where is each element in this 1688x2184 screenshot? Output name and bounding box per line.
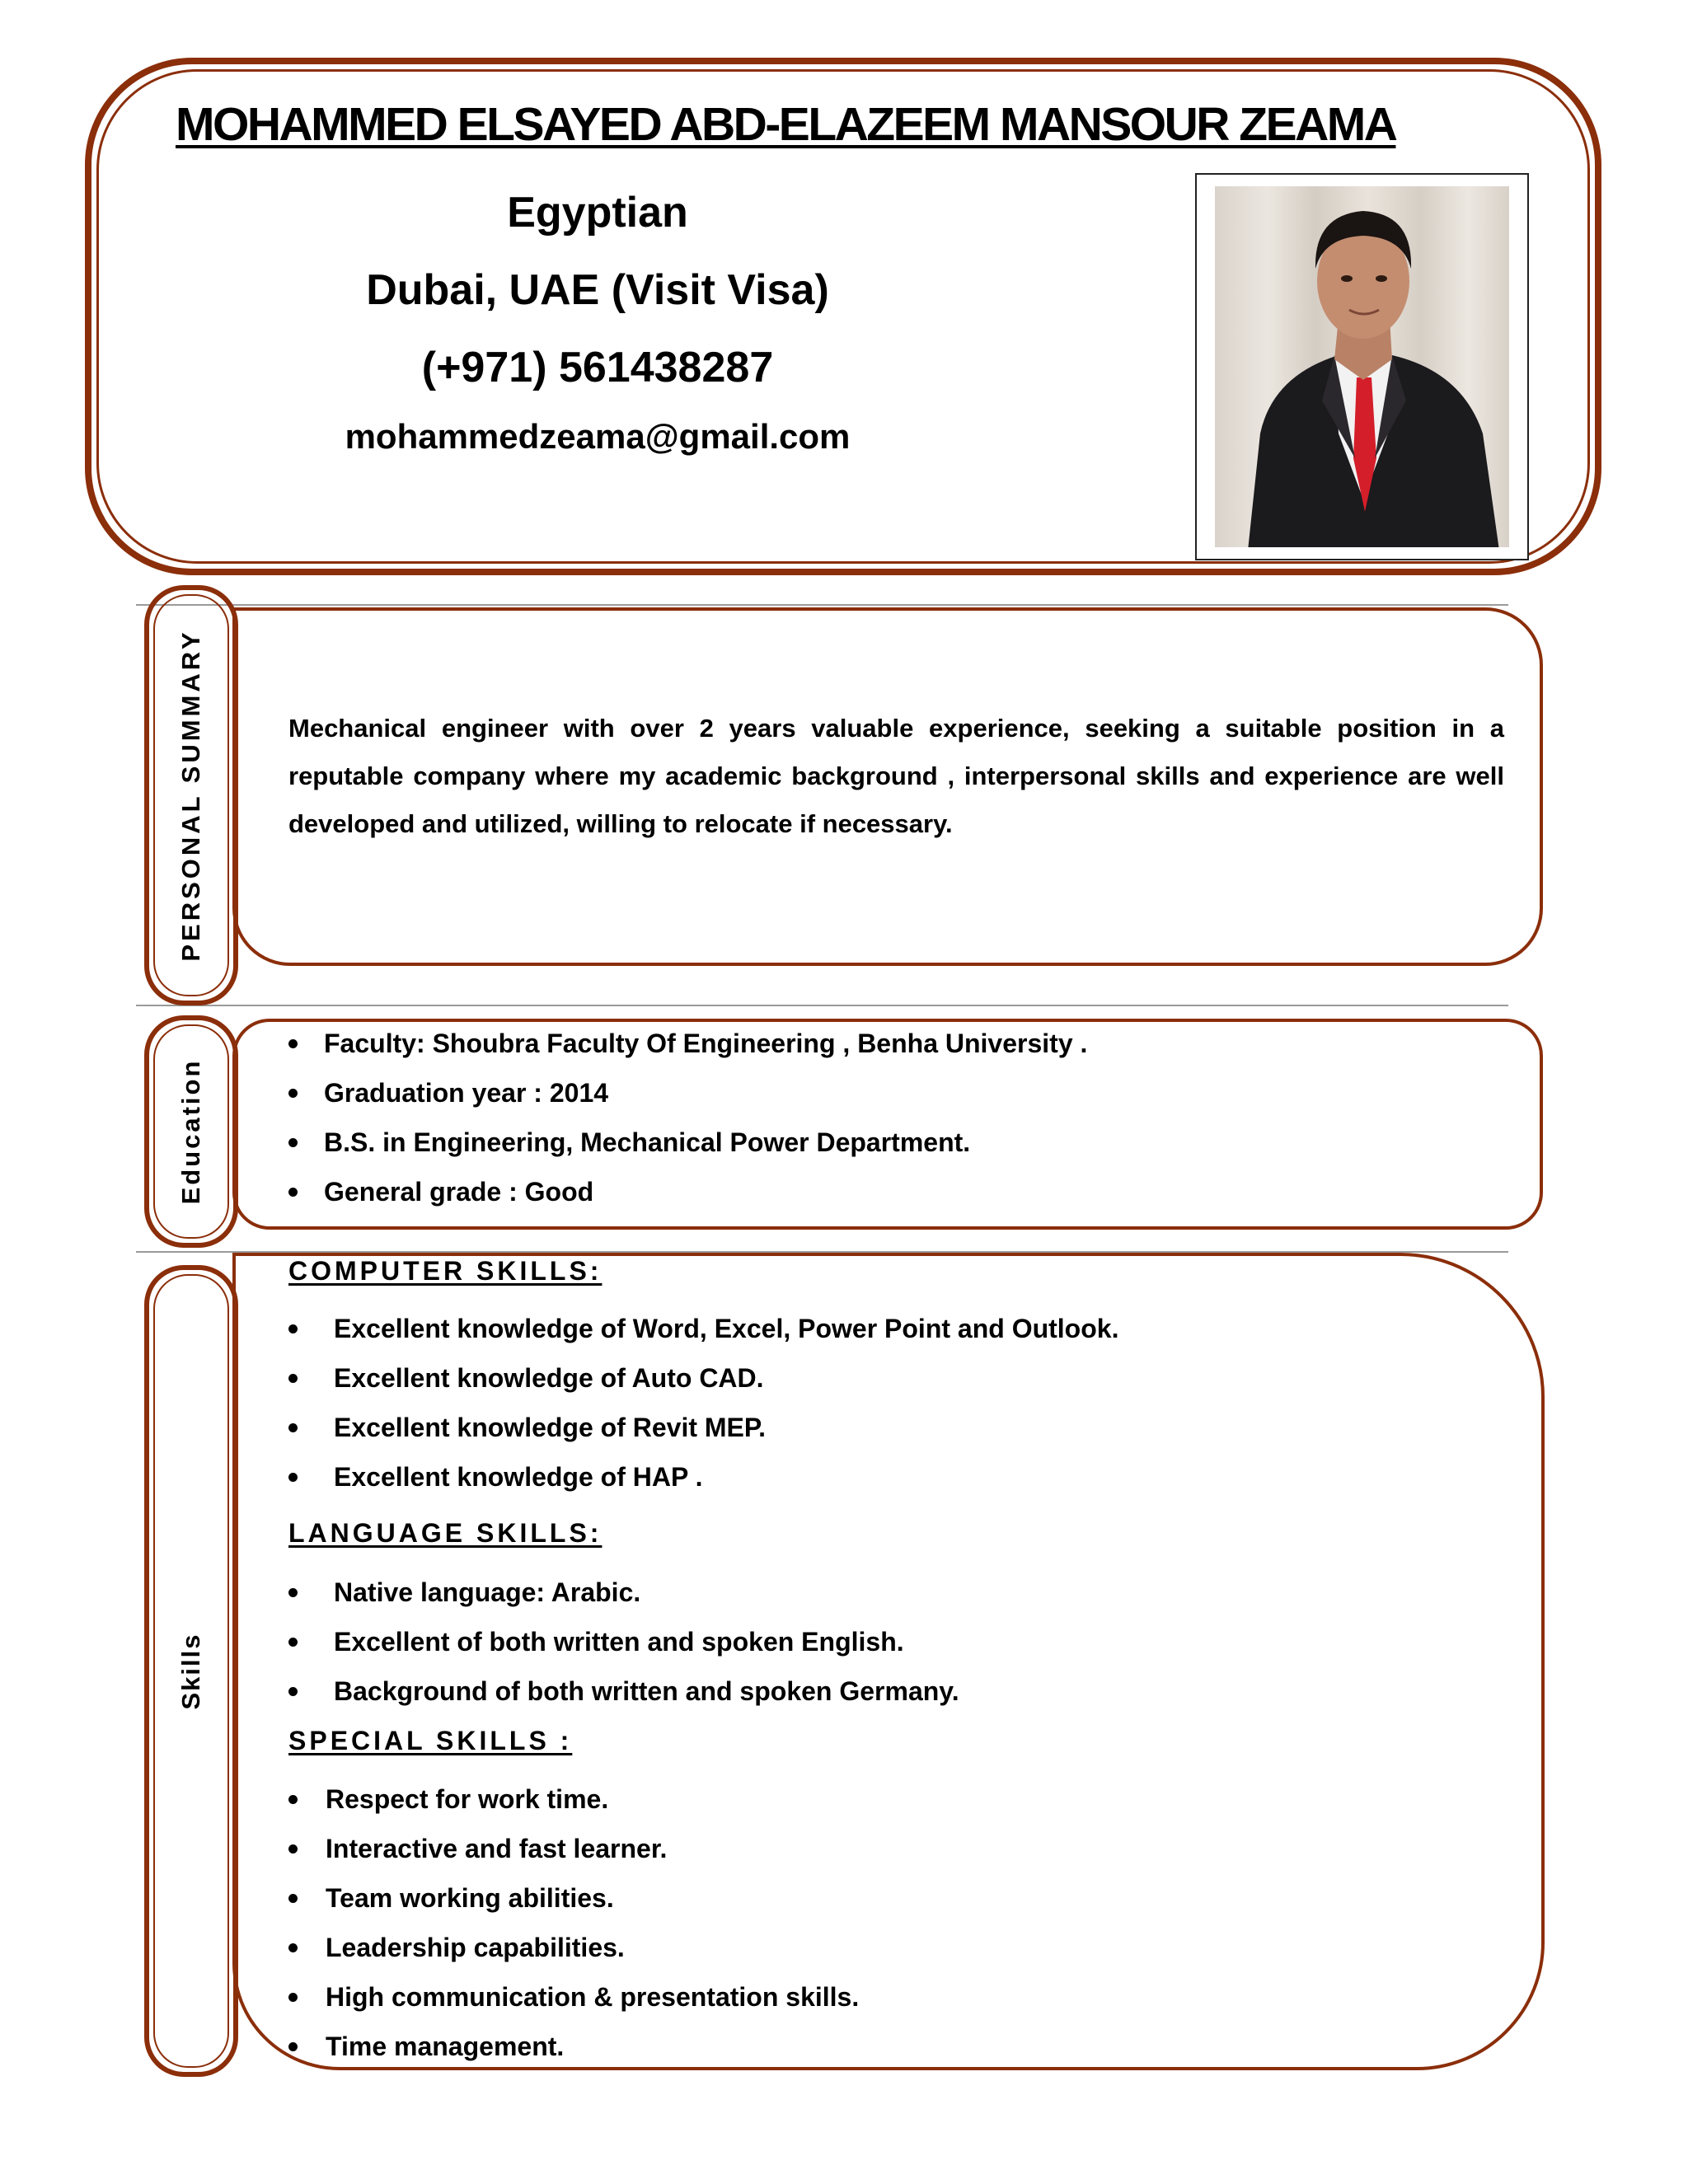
computer-skills-list [288, 1304, 1484, 1502]
list-item: B.S. in Engineering, Mechanical Power Department. [288, 1118, 1484, 1167]
tab-label: Education [176, 1058, 205, 1205]
list-item: Respect for work time. [288, 1774, 1484, 1824]
language-skills-heading: LANGUAGE SKILLS: [288, 1518, 603, 1548]
tab-personal-summary [144, 585, 238, 1005]
list-item: Graduation year : 2014 [288, 1068, 1484, 1118]
list-item: Excellent knowledge of Word, Excel, Power Point and Outlook. [288, 1304, 1484, 1353]
education-list [288, 1019, 1484, 1216]
tab-label: PERSONAL SUMMARY [176, 629, 205, 962]
phone-number: (+971) 561438287 [421, 344, 774, 391]
list-item: Excellent knowledge of Auto CAD. [288, 1353, 1484, 1403]
language-skills-list [288, 1568, 1484, 1716]
list-item: Team working abilities. [288, 1873, 1484, 1923]
nationality: Egyptian [507, 189, 688, 237]
email-address: mohammedzeama@gmail.com [345, 417, 851, 456]
list-item: Native language: Arabic. [288, 1568, 1484, 1617]
list-item: Time management. [288, 2022, 1484, 2071]
tab-label: Skills [176, 1633, 205, 1709]
list-item: Excellent knowledge of Revit MEP. [288, 1403, 1484, 1452]
list-item: Interactive and fast learner. [288, 1824, 1484, 1873]
list-item: Excellent of both written and spoken English. [288, 1617, 1484, 1666]
tab-skills [144, 1265, 238, 2077]
special-skills-heading: SPECIAL SKILLS : [288, 1726, 573, 1755]
location: Dubai, UAE (Visit Visa) [366, 266, 829, 314]
tab-education [144, 1015, 238, 1248]
list-item: Leadership capabilities. [288, 1923, 1484, 1972]
candidate-name: MOHAMMED ELSAYED ABD-ELAZEEM MANSOUR ZEAMA [176, 98, 1396, 151]
list-item: Excellent knowledge of HAP . [288, 1452, 1484, 1502]
list-item: High communication & presentation skills. [288, 1972, 1484, 2022]
separator [136, 604, 1508, 606]
list-item: Faculty: Shoubra Faculty Of Engineering , Benha University . [288, 1019, 1484, 1068]
separator [136, 1005, 1508, 1006]
summary-text: Mechanical engineer with over 2 years valuable experience, seeking a suitable position in a reputable company where my academic background , interpersonal skills and experience are well developed and utilized, willing to relocate if necessary. [288, 714, 1504, 838]
special-skills-list [288, 1774, 1484, 2071]
profile-photo [1215, 186, 1509, 547]
profile-photo-frame [1195, 173, 1529, 560]
list-item: General grade : Good [288, 1167, 1484, 1216]
person-portrait-icon [1215, 186, 1509, 547]
computer-skills-heading: COMPUTER SKILLS: [288, 1256, 603, 1286]
list-item: Background of both written and spoken Germany. [288, 1666, 1484, 1716]
